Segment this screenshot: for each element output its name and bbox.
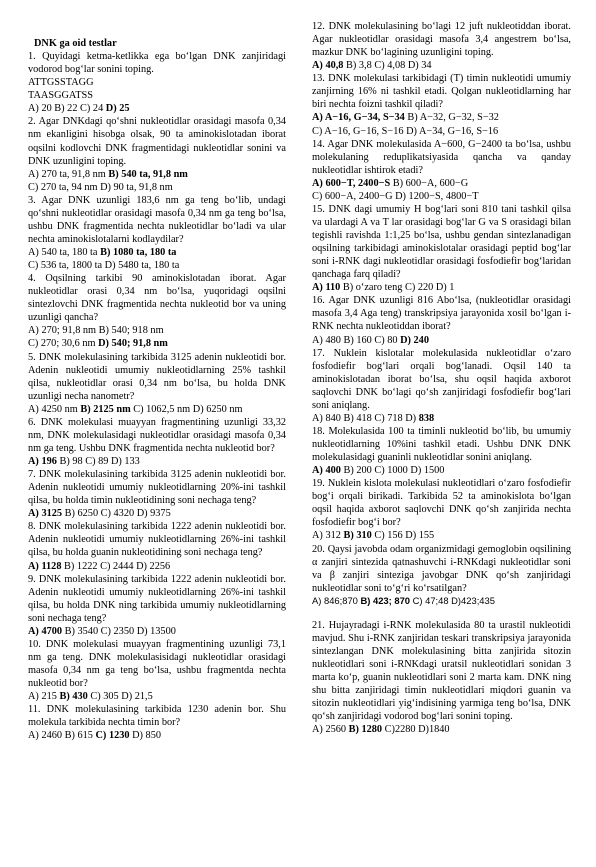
question-10-text: 10. DNK molekulasi muayyan fragmentining uzunligi 73,1 nm ga teng. DNK molekulasisidagi nukleotidlar orasidagi masofa 0,34 nm ga teng bo‘lsa, ushbu fragmentda nechta nukleotid bor? <box>28 638 286 690</box>
question-4 <box>28 272 286 350</box>
correct-answer: B) 1080 ta, 180 ta <box>100 247 177 258</box>
options-text: A) 20 B) 22 C) 24 <box>28 103 106 115</box>
question-21-text: 21. Hujayradagi i-RNK molekulasida 80 ta urastil nukleotidi mavjud. Shu i-RNK zanjiridan teskari transkripsiya jarayonida sintezlangan DNK molekulasining bitta zanjirida sitozin nukleotidlari soni i-RNKdagi uratsil nukleotidlari sonidan 3 marta ko‘p, guanin nukleotidlari soni 2 marta kam. DNK ning shu bitta zanjiridagi timin nukleotidlari miqdori guanin va sitozin nukleotidlari yig‘indisining yarmiga teng bo‘lsa, DNK qo‘sh zanjiridagi vodorod bog‘lari sonini toping. <box>312 619 571 723</box>
options-text: A) 846;870 <box>312 594 361 606</box>
question-5 <box>28 351 286 416</box>
question-7-options <box>28 507 286 520</box>
question-21 <box>312 619 571 737</box>
question-16-options <box>312 334 571 347</box>
correct-answer: B) 1280 <box>348 724 383 736</box>
question-13-options-line-2: C) A−16, G−16, S−16 D) A−34, G−16, S−16 <box>312 125 499 137</box>
correct-answer: A) 3125 <box>28 508 63 520</box>
options-text-rest: B) 6250 C) 4320 D) 9375 <box>62 508 171 520</box>
question-12 <box>312 20 571 72</box>
question-13 <box>312 72 571 137</box>
options-text-rest: C) 1062,5 nm D) 6250 nm <box>130 403 243 415</box>
question-19-text: 19. Nuklein kislota molekulasi nukleotidlari o‘zaro fosfodiefir bog‘i orqali birikadi. Tarkibida 52 ta aminokislota bo‘lgan oqsil haqida axborot saqlovchi DNK qo‘sh zanjirida nechta fosfodiefir bog‘i bor? <box>312 478 571 529</box>
question-3-options-line-2: C) 536 ta, 1800 ta D) 5480 ta, 180 ta <box>28 260 180 272</box>
question-1-text: 1. Quyidagi ketma-ketlikka ega bo‘lgan DNK zanjiridagi vodorod bog‘lar sonini toping. <box>28 51 286 76</box>
question-1-options <box>28 102 286 115</box>
options-text: A) 480 B) 160 C) 80 <box>312 334 401 346</box>
question-14-options-line-1 <box>312 177 571 190</box>
question-16-text: 16. Agar DNK uzunligi 816 Abo‘lsa, (nukleotidlar orasidagi masofa 3,4 Aga teng) transkripsiya jarayonida xosil bo‘lgan i- RNK nechta nukleotiddan iborat? <box>312 295 571 333</box>
question-4-options-line-1: A) 270; 91,8 nm B) 540; 918 nm <box>28 325 164 337</box>
correct-answer: A) 400 <box>312 465 341 477</box>
question-14-text: 14. Agar DNK molekulasida A−600, G−2400 ta bo‘lsa, ushbu molekulaning reduplikatsiyasida qancha va qanday nukleotidlar ishtirok etadi? <box>312 138 571 176</box>
question-8-options <box>28 560 286 573</box>
options-text-rest: B) 98 C) 89 D) 133 <box>56 456 140 467</box>
question-9-options <box>28 625 286 638</box>
question-2 <box>28 115 286 193</box>
options-text: A) 840 B) 418 C) 718 D) <box>312 412 419 424</box>
options-text-rest: B) 600−A, 600−G <box>390 177 469 189</box>
question-20-options <box>312 595 571 607</box>
options-text: A) 270 ta, 91,8 nm <box>28 168 109 180</box>
options-text-rest: D) 850 <box>129 730 162 742</box>
correct-answer: B) 540 ta, 91,8 nm <box>108 168 188 180</box>
correct-answer: B) 430 <box>59 691 88 703</box>
question-3-options-line-1 <box>28 246 286 259</box>
options-text-rest: C) 47;48 D)423;435 <box>410 594 495 606</box>
options-text-rest: B) 1222 C) 2444 D) 2256 <box>61 560 171 572</box>
question-19-options <box>312 529 571 542</box>
question-19 <box>312 477 571 542</box>
correct-answer: D) 240 <box>400 334 429 346</box>
options-text-rest: B) 200 C) 1000 D) 1500 <box>340 465 445 477</box>
question-12-text: 12. DNK molekulasining bo‘lagi 12 juft nukleotiddan iborat. Agar nukleotidlar orasidagi masofa 3,4 angestrem bo‘lsa, mazkur DNK bo‘lagining uzunligini toping. <box>312 21 571 59</box>
question-6 <box>28 416 286 468</box>
correct-answer: B) 310 <box>343 530 372 542</box>
question-18-options <box>312 464 571 477</box>
correct-answer: A) 110 <box>312 282 341 294</box>
question-20-text: 20. Qaysi javobda odam organizmidagi gemoglobin oqsilining α zanjiri sintezida qatnashuvchi i-RNKdagi nukleotidlar soni va β zanjiri sinteziga javobgar DNK qo‘sh zanjiridagi nukleotidlar soni to‘g‘ri ko‘rsatilgan? <box>312 543 571 594</box>
options-text-rest: C)2280 D)1840 <box>382 724 450 736</box>
correct-answer: A) 600−T, 2400−S <box>312 177 391 189</box>
question-20 <box>312 543 571 607</box>
question-16 <box>312 294 571 346</box>
correct-answer: D) 25 <box>105 103 130 115</box>
question-9 <box>28 573 286 638</box>
correct-answer: A) 40,8 <box>312 60 344 72</box>
options-text: C) 270; 30,6 nm <box>28 338 99 350</box>
question-4-text: 4. Oqsilning tarkibi 90 aminokislotadan iborat. Agar nukleotidlar orasi 0,34 nm bo‘lsa, yuqoridagi oqsilni sintezlovchi DNK fragmentida nechta nukleotid bor va uning uzunligi qancha? <box>28 273 286 324</box>
question-8 <box>28 520 286 572</box>
right-column <box>312 0 571 849</box>
question-17-options <box>312 412 571 425</box>
correct-answer: A) 196 <box>28 456 57 467</box>
correct-answer: C) 1230 <box>95 730 130 742</box>
correct-answer: 838 <box>418 412 435 424</box>
spacer <box>312 607 571 619</box>
correct-answer: A) 4700 <box>28 625 63 637</box>
question-2-options-line-1 <box>28 168 286 181</box>
options-text-rest: C) 305 D) 21,5 <box>87 691 153 703</box>
question-15-options <box>312 281 571 294</box>
correct-answer: A) 1128 <box>28 560 62 572</box>
options-text-rest: C) 156 D) 155 <box>371 530 435 542</box>
question-5-text: 5. DNK molekulasining tarkibida 3125 adenin nukleotidi bor. Adenin nukleotidi umumiy nukleotidlarning 25% tashkil qilsa, nukleotidlar orasi 0,34 nm bo‘lsa, bu holda DNK uzunligi necha nanometr? <box>28 351 286 402</box>
question-14 <box>312 138 571 203</box>
question-5-options <box>28 403 286 416</box>
question-10 <box>28 638 286 703</box>
question-17 <box>312 347 571 425</box>
question-2-options-line-2: C) 270 ta, 94 nm D) 90 ta, 91,8 nm <box>28 181 173 193</box>
question-15-text: 15. DNK dagi umumiy H bog‘lari soni 810 tani tashkil qilsa va ulardagi A va T lar orasidagi bog‘lar G va S orasidagi bilan tegishli ravishda 1:1,25 bo‘lsa, ushbu gendan sintezlanadigan oqsilning tarkibidagi aminokislotalar orasidagi peptid bog‘lar soni i-RNK dagi nukleotidlar orasidagi fosfodiefir bog‘laridan qanchaga farq qiladi? <box>312 203 571 281</box>
correct-answer: D) 540; 91,8 nm <box>98 338 168 350</box>
options-text: A) 312 <box>312 530 344 542</box>
options-text-rest: B) A−32, G−32, S−32 <box>404 112 499 124</box>
question-11-text: 11. DNK molekulasining tarkibida 1230 adenin bor. Shu molekula tarkibida nechta timin bor? <box>28 704 286 729</box>
correct-answer: A) A−16, G−34, S−34 <box>312 112 405 124</box>
question-13-text: 13. DNK molekulasi tarkibidagi (T) timin nukleotidi umumiy zanjirning 16% ni tashkil etadi. Qolgan nukleotidlarning har biri nechta foizni tashkil qiladi? <box>312 73 571 111</box>
question-3-text: 3. Agar DNK uzunligi 183,6 nm ga teng bo‘lib, undagi qo‘shni nukleotidlar orasidagi masofa 0,34 nm ga teng bo‘lsa, ushbu DNK fragmentida nechta nukleotidlar bo‘ladi va ular nechta aminokislotalarni kodlaydilar? <box>28 194 286 245</box>
options-text: A) 2560 <box>312 724 349 736</box>
options-text-rest: B) 3540 C) 2350 D) 13500 <box>62 625 176 637</box>
left-column-content <box>28 37 286 804</box>
question-2-text: 2. Agar DNKdagi qo‘shni nukleotidlar orasidagi masofa 0,34 nm ekanligini hisobga olsak, 90 ta aminokislotadan iborat oqsilni kodlovchi DNK fragmentidagi nukleotidlar sonini va DNK uzunligini toping. <box>28 116 286 167</box>
options-text: A) 2460 B) 615 <box>28 730 96 742</box>
question-9-text: 9. DNK molekulasining tarkibida 1222 adenin nukleotidi bor. Adenin nukleotidi umumiy nukleotidlarning 26%-ini tashkil qilsa, bu holda DNK ning tarkibida umumiy nukleotidlarning soni nechaga teng? <box>28 573 286 624</box>
question-8-text: 8. DNK molekulasining tarkibida 1222 adenin nukleotidi bor. Adenin nukleotidi umumiy nukleotidlarning 26%-ini tashkil qilsa, bu holda guanin nukleotidining soni nechaga teng? <box>28 521 286 559</box>
options-text-rest: B) o‘zaro teng C) 220 D) 1 <box>340 282 455 294</box>
question-12-options <box>312 59 571 72</box>
correct-answer: B) 2125 nm <box>80 403 131 415</box>
page-title: DNK ga oid testlar <box>34 38 117 49</box>
question-6-options <box>28 455 286 468</box>
options-text-rest: B) 3,8 C) 4,08 D) 34 <box>343 60 432 72</box>
question-21-options <box>312 723 571 736</box>
question-11 <box>28 703 286 742</box>
question-1-sequence-1: ATTGSSTAGG <box>28 77 94 89</box>
right-column-content <box>312 20 571 849</box>
question-7 <box>28 468 286 520</box>
options-text: A) 4250 nm <box>28 403 81 415</box>
question-6-text: 6. DNK molekulasi muayyan fragmentining uzunligi 33,32 nm, DNK molekulasidagi nukleotidlar orasidagi masofa 0,34 nm ga teng. Ushbu DNK fragmentida nechta nukleotid bor? <box>28 416 286 454</box>
question-18-text: 18. Molekulasida 100 ta timinli nukleotid bo‘lib, bu umumiy nukleotidlarning 10%ini tashkil etadi. Ushbu DNK DNK molekulasidagi guaninli nukleotidlar sonini aniqlang. <box>312 425 571 464</box>
question-14-options-line-2: C) 600−A, 2400−G D) 1200−S, 4800−T <box>312 190 479 202</box>
question-18 <box>312 425 571 477</box>
question-15 <box>312 203 571 294</box>
question-17-text: 17. Nuklein kislotalar molekulasida nukleotidlar o‘zaro fosfodiefir bog‘lari orqali bog‘lanadi. Oqsil 140 ta aminokislotadan iborat bo‘lsa, shu oqsil haqida axborot saqlovchi DNK bo‘lagi qo‘sh zanjiridagi fosfodiefir bog‘lari soni aniqlang. <box>312 347 571 411</box>
question-11-options <box>28 729 286 742</box>
question-4-options-line-2 <box>28 337 286 350</box>
options-text: A) 215 <box>28 691 60 703</box>
correct-answer: B) 423; 870 <box>360 594 410 606</box>
question-1 <box>28 50 286 115</box>
question-10-options <box>28 690 286 703</box>
question-1-sequence-2: TAASGGATSS <box>28 90 93 102</box>
options-text: A) 540 ta, 180 ta <box>28 247 101 258</box>
question-13-options-line-1 <box>312 111 571 124</box>
left-column <box>28 0 286 804</box>
question-3 <box>28 194 286 272</box>
question-7-text: 7. DNK molekulasining tarkibida 3125 adenin nukleotidi bor. Adenin nukleotidi umumiy nukleotidlarning 20%-ini tashkil qilsa, bu holda timin nukleotidining soni nechaga teng? <box>28 469 286 507</box>
